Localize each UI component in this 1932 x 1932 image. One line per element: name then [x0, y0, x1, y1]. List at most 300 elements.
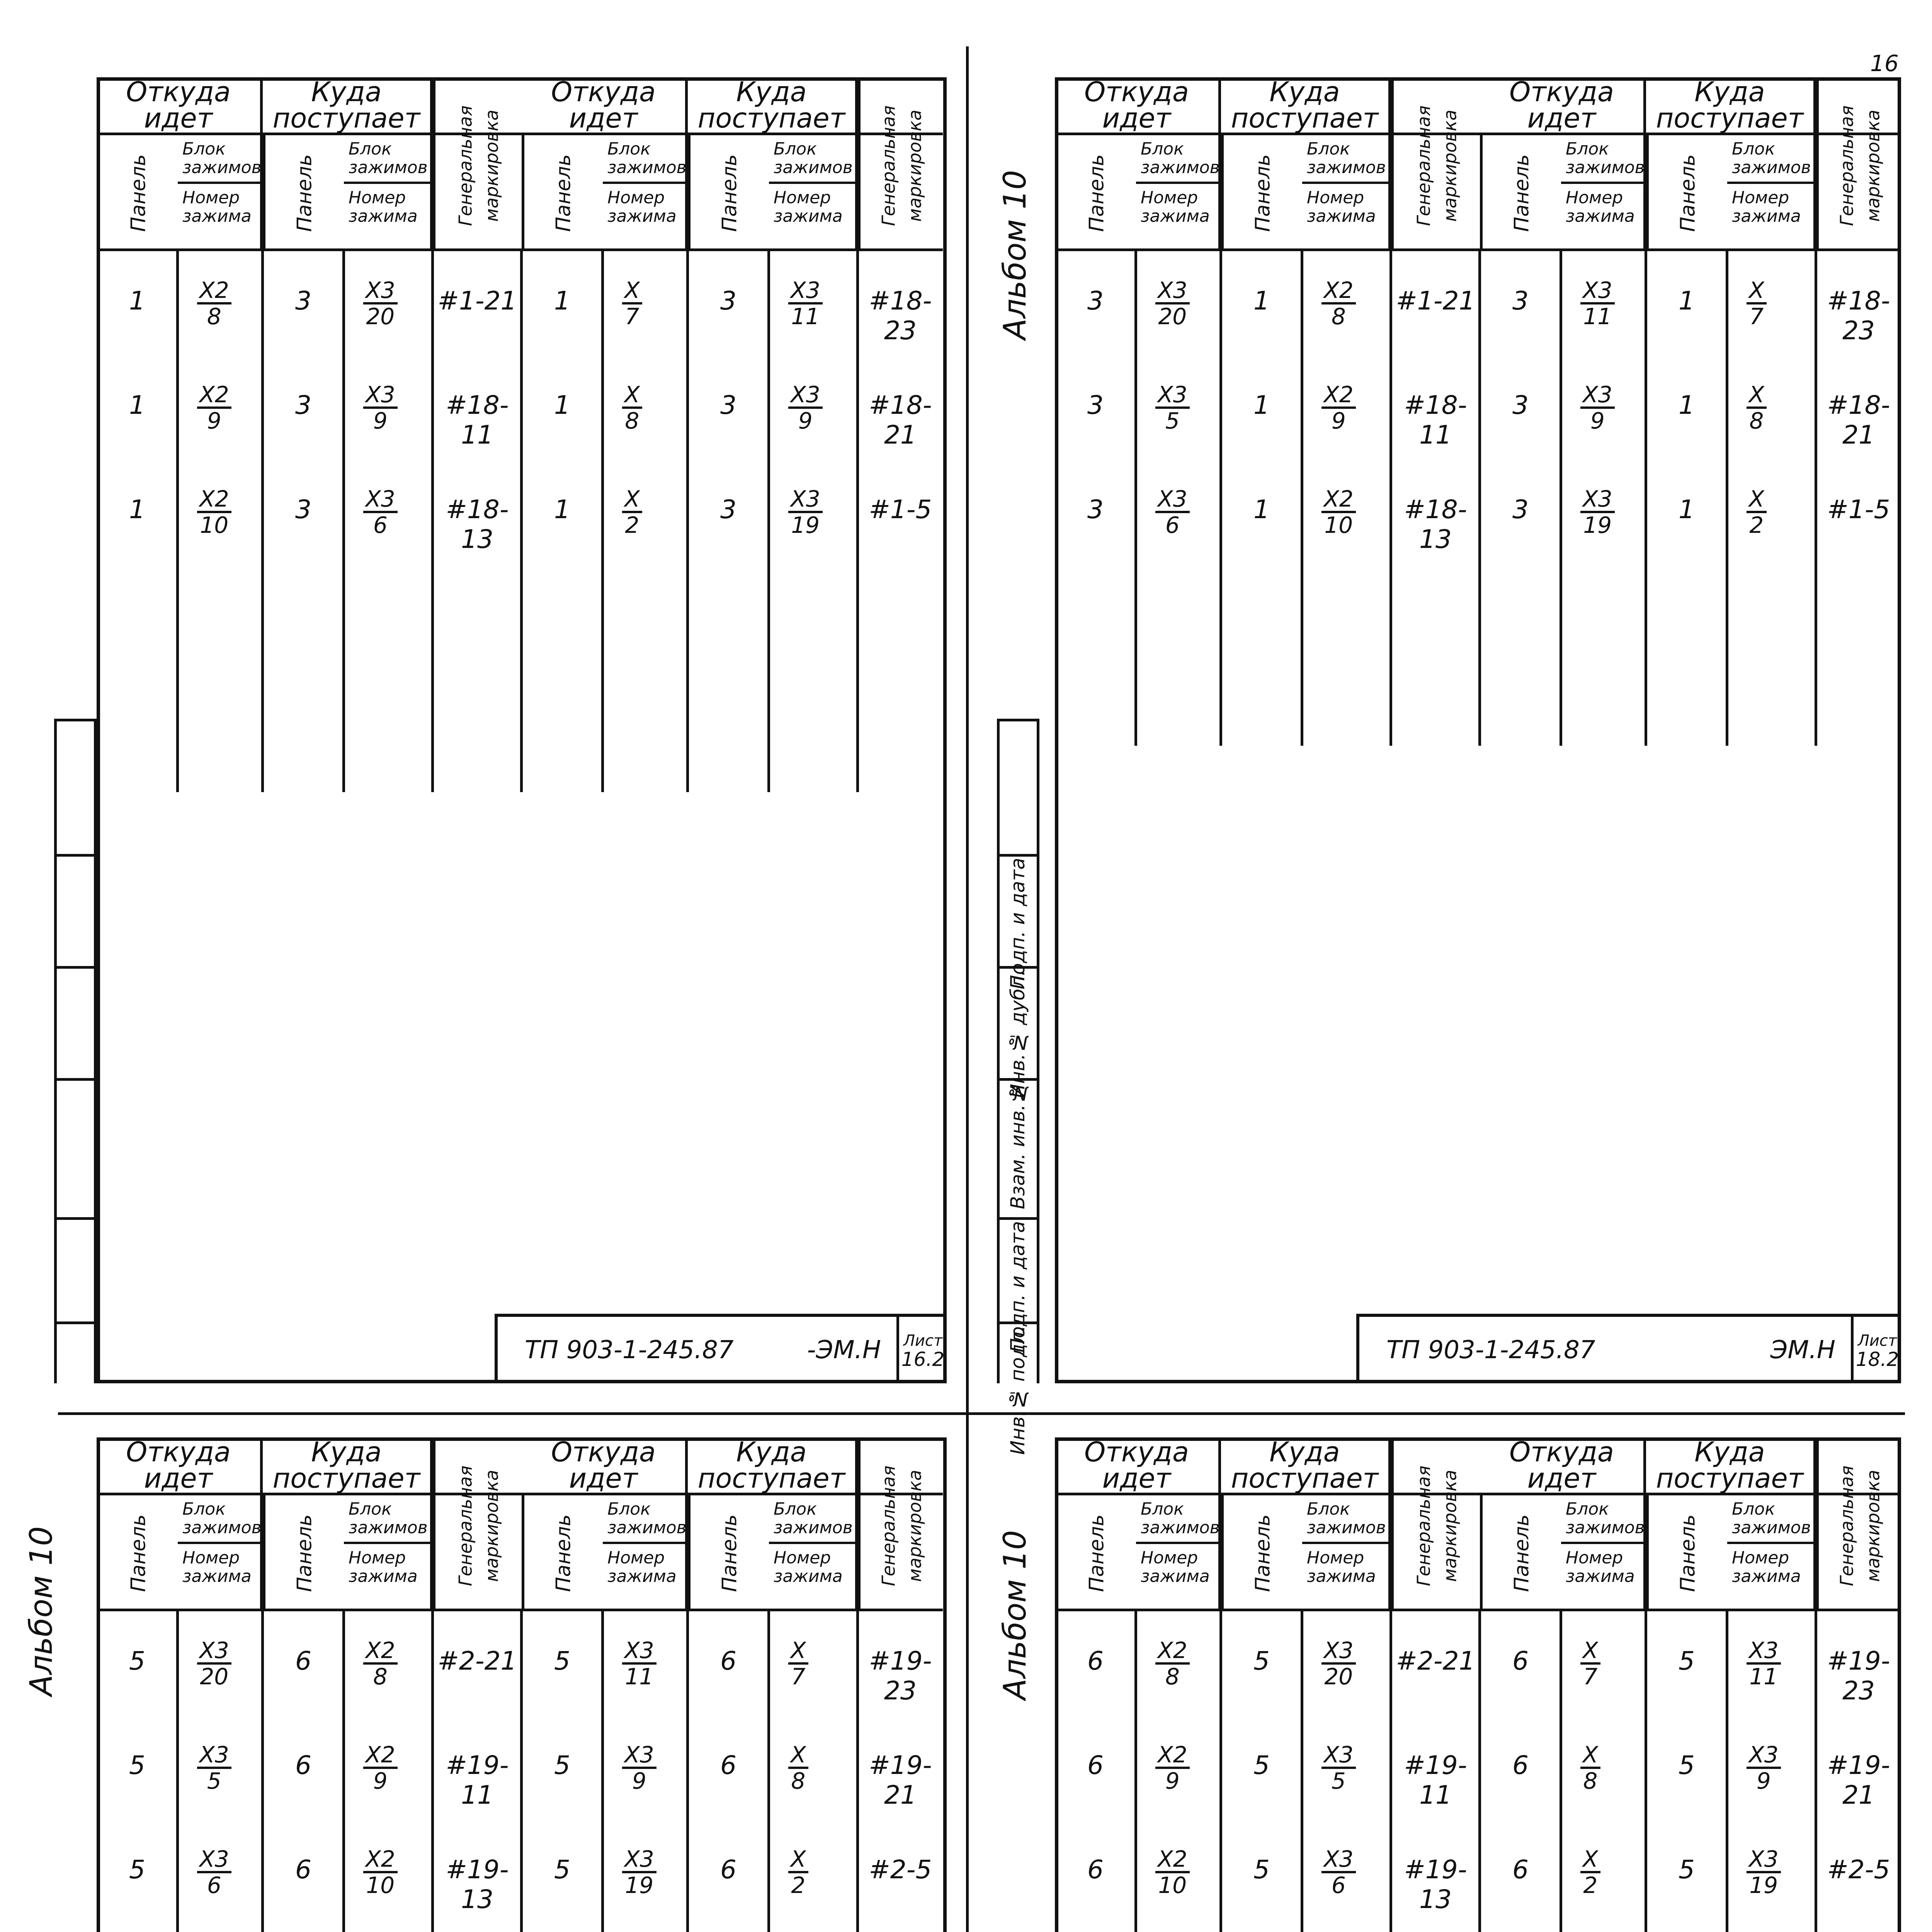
marking-cell: #1-21	[1396, 286, 1475, 316]
strip-divider	[57, 719, 94, 721]
terminal-block: Х3	[622, 1638, 656, 1665]
header-general-marking: Генеральная маркировка	[1391, 1437, 1480, 1611]
header-general-marking: Генеральная маркировка	[433, 77, 522, 251]
terminal-fraction	[622, 278, 642, 328]
terminal-number: 9	[632, 1768, 646, 1794]
terminal-number: 7	[791, 1663, 806, 1690]
terminal-fraction	[622, 383, 642, 433]
header-to: Куда поступает	[1646, 77, 1816, 133]
terminal-block: Х3	[363, 487, 398, 513]
marking-cell: #1-5	[869, 495, 932, 524]
title-block	[1356, 1314, 1901, 1383]
header-block: Блок зажимов Номер зажима	[603, 1495, 688, 1611]
panel-cell: 3	[1512, 495, 1529, 524]
marking-cell: #18-23	[1827, 286, 1890, 345]
terminal-block: Х3	[1155, 278, 1190, 304]
panel-cell: 3	[1512, 390, 1529, 420]
terminal-block: Х	[788, 1847, 808, 1873]
terminal-fraction	[622, 487, 642, 537]
strip-divider	[57, 966, 94, 969]
header-from: Откуда идет	[1480, 1437, 1646, 1493]
terminal-block: Х3	[1747, 1638, 1781, 1665]
marking-cell: #18-11	[1404, 390, 1467, 450]
terminal-number: 8	[791, 1768, 806, 1794]
terminal-block: Х	[1580, 1743, 1600, 1769]
marking-cell: #19-13	[446, 1855, 509, 1914]
header-to: Куда поступает	[688, 77, 858, 133]
terminal-block: Х3	[1747, 1847, 1781, 1873]
header-panel: Панель	[1646, 1495, 1727, 1611]
terminal-fraction	[1155, 383, 1190, 433]
terminal-fraction	[1747, 383, 1767, 433]
marking-cell: #2-21	[1396, 1646, 1475, 1676]
terminal-fraction	[788, 1847, 808, 1897]
terminal-block: Х2	[1155, 1743, 1190, 1769]
terminal-fraction	[363, 1743, 398, 1793]
terminal-fraction	[1580, 487, 1615, 537]
terminal-block: Х	[788, 1638, 808, 1665]
panel-cell: 6	[720, 1750, 736, 1780]
terminal-block: Х	[622, 278, 642, 304]
terminal-fraction	[622, 1743, 656, 1793]
terminal-number: 6	[207, 1872, 221, 1898]
header-panel: Панель	[263, 135, 344, 251]
center-divider	[966, 46, 969, 1932]
terminal-block: Х3	[1321, 1743, 1356, 1769]
terminal-fraction	[788, 278, 823, 328]
terminal-fraction	[363, 1847, 398, 1897]
panel-cell: 1	[129, 495, 145, 524]
terminal-number: 7	[1749, 303, 1764, 330]
terminal-number: 11	[791, 303, 820, 330]
marking-cell: #19-13	[1404, 1855, 1467, 1914]
terminal-number: 11	[1583, 303, 1612, 330]
terminal-block: Х2	[1321, 383, 1356, 409]
header-from: Откуда идет	[522, 77, 688, 133]
marking-cell: #18-23	[869, 286, 932, 345]
terminal-fraction	[1321, 487, 1356, 537]
table-header-columns	[97, 135, 943, 251]
terminal-fraction	[788, 487, 823, 537]
terminal-fraction	[1155, 1638, 1190, 1689]
terminal-number: 9	[798, 408, 813, 434]
panel-cell: 5	[1253, 1855, 1270, 1884]
header-block: Блок зажимов Номер зажима	[1727, 135, 1816, 251]
header-to: Куда поступает	[1646, 1437, 1816, 1493]
terminal-block: Х3	[1321, 1638, 1356, 1665]
strip-label: Инв.№ дубл.	[1007, 970, 1029, 1099]
terminal-block: Х	[788, 1743, 808, 1769]
panel-cell: 5	[129, 1855, 145, 1884]
header-block: Блок зажимов Номер зажима	[1136, 135, 1221, 251]
sheet-label: Лист	[903, 1332, 943, 1350]
terminal-fraction	[1747, 1847, 1781, 1897]
terminal-fraction	[1321, 1847, 1356, 1897]
header-general-marking: Генеральная маркировка	[1816, 1437, 1901, 1611]
terminal-number: 19	[1583, 512, 1612, 538]
header-general-marking: Генеральная маркировка	[858, 1437, 943, 1611]
marking-cell: #19-23	[1827, 1646, 1890, 1706]
doc-code: ТП 903-1-245.87	[1386, 1336, 1595, 1364]
title-block	[495, 1314, 947, 1383]
terminal-block: Х	[1747, 278, 1767, 304]
terminal-fraction	[1747, 1638, 1781, 1689]
terminal-fraction	[363, 278, 398, 328]
header-panel: Панель	[1646, 135, 1727, 251]
terminal-fraction	[1321, 383, 1356, 433]
terminal-number: 9	[1331, 408, 1346, 434]
terminal-number: 5	[1331, 1768, 1346, 1794]
terminal-block: Х2	[363, 1638, 398, 1665]
terminal-fraction	[1747, 487, 1767, 537]
header-general-marking: Генеральная маркировка	[1391, 77, 1480, 251]
panel-cell: 6	[295, 1750, 311, 1780]
header-general-marking: Генеральная маркировка	[858, 77, 943, 251]
panel-cell: 1	[129, 286, 145, 316]
middle-divider	[58, 1412, 1905, 1415]
terminal-block: Х	[1747, 383, 1767, 409]
header-block: Блок зажимов Номер зажима	[1727, 1495, 1816, 1611]
terminal-number: 7	[1583, 1663, 1598, 1690]
terminal-block: Х2	[1155, 1638, 1190, 1665]
panel-cell: 3	[295, 390, 311, 420]
header-block: Блок зажимов Номер зажима	[769, 1495, 858, 1611]
terminal-block: Х2	[197, 487, 231, 513]
doc-suffix: -ЭМ.Н	[807, 1336, 881, 1364]
panel-cell: 3	[295, 286, 311, 316]
doc-code: ТП 903-1-245.87	[525, 1336, 734, 1364]
panel-cell: 1	[1253, 286, 1270, 316]
terminal-fraction	[1321, 1743, 1356, 1793]
header-from: Откуда идет	[97, 77, 263, 133]
terminal-number: 2	[791, 1872, 806, 1898]
terminal-block: Х3	[788, 278, 823, 304]
terminal-number: 8	[373, 1663, 388, 1690]
terminal-fraction	[1747, 278, 1767, 328]
sheet-number: 18.2	[1855, 1348, 1899, 1371]
terminal-block: Х3	[788, 487, 823, 513]
terminal-fraction	[1155, 278, 1190, 328]
doc-suffix: ЭМ.Н	[1770, 1336, 1835, 1364]
panel-cell: 5	[129, 1750, 145, 1780]
panel-cell: 6	[1087, 1855, 1104, 1884]
drawing-sheet	[997, 1436, 1901, 1932]
panel-cell: 3	[1087, 495, 1104, 524]
terminal-fraction	[197, 383, 231, 433]
sheet-number-box	[1851, 1317, 1901, 1383]
header-panel: Панель	[522, 135, 603, 251]
panel-cell: 5	[1679, 1646, 1695, 1676]
marking-cell: #1-21	[437, 286, 517, 316]
album-label: Альбом 10	[23, 1526, 59, 1696]
terminal-fraction	[622, 1847, 656, 1897]
terminal-number: 8	[1331, 303, 1346, 330]
terminal-number: 6	[1331, 1872, 1346, 1898]
marking-cell: #1-5	[1827, 495, 1890, 524]
terminal-number: 8	[207, 303, 221, 330]
marking-cell: #2-5	[869, 1855, 932, 1884]
panel-cell: 1	[1679, 390, 1695, 420]
panel-cell: 1	[554, 286, 570, 316]
terminal-block: Х2	[197, 278, 231, 304]
header-block: Блок зажимов Номер зажима	[1561, 135, 1646, 251]
terminal-number: 8	[1583, 1768, 1598, 1794]
terminal-number: 9	[1165, 1768, 1180, 1794]
terminal-block: Х3	[1155, 487, 1190, 513]
panel-cell: 3	[295, 495, 311, 524]
panel-cell: 5	[1679, 1750, 1695, 1780]
panel-cell: 3	[1087, 286, 1104, 316]
marking-cell: #19-11	[1404, 1750, 1467, 1810]
header-block: Блок зажимов Номер зажима	[1561, 1495, 1646, 1611]
header-from: Откуда идет	[97, 1437, 263, 1493]
marking-cell: #19-21	[869, 1750, 932, 1810]
header-from: Откуда идет	[1480, 77, 1646, 133]
terminal-block: Х	[1747, 487, 1767, 513]
terminal-number: 19	[1749, 1872, 1778, 1898]
header-panel: Панель	[263, 1495, 344, 1611]
marking-cell: #19-23	[869, 1646, 932, 1706]
terminal-block: Х3	[788, 383, 823, 409]
panel-cell: 1	[1679, 495, 1695, 524]
panel-cell: 5	[1679, 1855, 1695, 1884]
terminal-number: 6	[1165, 512, 1180, 538]
terminal-fraction	[197, 1847, 231, 1897]
header-panel: Панель	[1221, 135, 1302, 251]
corner-number: 16	[1870, 50, 1899, 77]
terminal-block: Х2	[1321, 278, 1356, 304]
strip-divider	[1000, 854, 1037, 857]
panel-cell: 3	[720, 286, 736, 316]
drawing-sheet	[23, 1436, 947, 1932]
terminal-block: Х2	[363, 1743, 398, 1769]
header-to: Куда поступает	[688, 1437, 858, 1493]
marking-cell: #2-5	[1827, 1855, 1890, 1884]
header-panel: Панель	[97, 135, 178, 251]
terminal-fraction	[1321, 278, 1356, 328]
panel-cell: 6	[720, 1855, 736, 1884]
header-from: Откуда идет	[1055, 77, 1221, 133]
terminal-number: 5	[1165, 408, 1180, 434]
header-general-marking: Генеральная маркировка	[1816, 77, 1901, 251]
terminal-number: 5	[207, 1768, 221, 1794]
panel-cell: 6	[295, 1646, 311, 1676]
terminal-number: 11	[1749, 1663, 1778, 1690]
header-block: Блок зажимов Номер зажима	[1302, 1495, 1391, 1611]
terminal-number: 9	[207, 408, 221, 434]
header-to: Куда поступает	[263, 1437, 433, 1493]
marking-cell: #2-21	[437, 1646, 517, 1676]
terminal-fraction	[622, 1638, 656, 1689]
terminal-block: Х3	[1321, 1847, 1356, 1873]
terminal-number: 20	[200, 1663, 229, 1690]
marking-cell: #19-21	[1827, 1750, 1890, 1810]
terminal-number: 9	[373, 1768, 388, 1794]
terminal-block: Х3	[1155, 383, 1190, 409]
strip-divider	[57, 1078, 94, 1081]
terminal-block: Х	[622, 487, 642, 513]
marking-cell: #18-13	[1404, 495, 1467, 554]
sheet-number-box	[896, 1317, 947, 1383]
terminal-block: Х2	[363, 1847, 398, 1873]
terminal-number: 10	[366, 1872, 395, 1898]
header-block: Блок зажимов Номер зажима	[1136, 1495, 1221, 1611]
table-header-columns	[1055, 135, 1901, 251]
header-panel: Панель	[688, 1495, 769, 1611]
header-to: Куда поступает	[263, 77, 433, 133]
panel-cell: 3	[1512, 286, 1529, 316]
panel-cell: 5	[554, 1855, 570, 1884]
panel-cell: 1	[554, 495, 570, 524]
terminal-fraction	[788, 1638, 808, 1689]
terminal-number: 10	[1158, 1872, 1187, 1898]
strip-label: Подп. и дата	[1007, 858, 1029, 990]
terminal-fraction	[197, 1743, 231, 1793]
terminal-block: Х2	[1155, 1847, 1190, 1873]
strip-label: Инв.№ подл.	[1007, 1325, 1029, 1455]
panel-cell: 5	[129, 1646, 145, 1676]
terminal-fraction	[197, 1638, 231, 1689]
header-from: Откуда идет	[522, 1437, 688, 1493]
header-to: Куда поступает	[1221, 77, 1391, 133]
panel-cell: 1	[1679, 286, 1695, 316]
terminal-number: 9	[373, 408, 388, 434]
terminal-block: Х3	[622, 1743, 656, 1769]
terminal-fraction	[1747, 1743, 1781, 1793]
strip-label: Подп. и дата	[1007, 1221, 1029, 1353]
terminal-number: 8	[1749, 408, 1764, 434]
terminal-fraction	[1580, 1847, 1600, 1897]
terminal-number: 10	[1324, 512, 1353, 538]
terminal-number: 7	[625, 303, 639, 330]
terminal-number: 19	[791, 512, 820, 538]
marking-cell: #18-21	[869, 390, 932, 450]
sheet-label: Лист	[1857, 1332, 1897, 1350]
strip-divider	[1000, 719, 1037, 721]
header-from: Откуда идет	[1055, 1437, 1221, 1493]
terminal-number: 19	[625, 1872, 654, 1898]
terminal-fraction	[1155, 487, 1190, 537]
terminal-fraction	[1155, 1847, 1190, 1897]
terminal-block: Х	[622, 383, 642, 409]
panel-cell: 1	[1253, 390, 1270, 420]
terminal-number: 20	[366, 303, 395, 330]
panel-cell: 6	[1512, 1750, 1529, 1780]
terminal-number: 6	[373, 512, 388, 538]
terminal-block: Х	[1580, 1847, 1600, 1873]
strip-divider	[57, 854, 94, 857]
header-block: Блок зажимов Номер зажима	[344, 1495, 433, 1611]
strip-divider	[1000, 1217, 1037, 1220]
terminal-number: 10	[200, 512, 229, 538]
header-block: Блок зажимов Номер зажима	[178, 135, 263, 251]
terminal-block: Х2	[197, 383, 231, 409]
terminal-block: Х2	[1321, 487, 1356, 513]
header-block: Блок зажимов Номер зажима	[769, 135, 858, 251]
header-panel: Панель	[1480, 1495, 1561, 1611]
terminal-number: 8	[625, 408, 639, 434]
panel-cell: 6	[1087, 1646, 1104, 1676]
header-panel: Панель	[1055, 1495, 1136, 1611]
terminal-number: 20	[1158, 303, 1187, 330]
terminal-fraction	[363, 487, 398, 537]
panel-cell: 5	[554, 1646, 570, 1676]
terminal-fraction	[197, 278, 231, 328]
terminal-fraction	[1155, 1743, 1190, 1793]
panel-cell: 5	[1253, 1646, 1270, 1676]
marking-cell: #18-21	[1827, 390, 1890, 450]
header-block: Блок зажимов Номер зажима	[603, 135, 688, 251]
marking-cell: #19-11	[446, 1750, 509, 1810]
terminal-block: Х3	[1580, 383, 1615, 409]
terminal-block: Х3	[1747, 1743, 1781, 1769]
panel-cell: 6	[1512, 1646, 1529, 1676]
header-panel: Панель	[522, 1495, 603, 1611]
header-block: Блок зажимов Номер зажима	[178, 1495, 263, 1611]
terminal-number: 9	[1756, 1768, 1771, 1794]
panel-cell: 6	[295, 1855, 311, 1884]
terminal-block: Х3	[363, 383, 398, 409]
header-panel: Панель	[1221, 1495, 1302, 1611]
strip-divider	[57, 1321, 94, 1324]
header-block: Блок зажимов Номер зажима	[1302, 135, 1391, 251]
header-to: Куда поступает	[1221, 1437, 1391, 1493]
terminal-fraction	[1580, 1743, 1600, 1793]
strip-divider	[57, 1217, 94, 1220]
marking-cell: #18-11	[446, 390, 509, 450]
panel-cell: 5	[554, 1750, 570, 1780]
drawing-sheet	[997, 76, 1901, 1455]
terminal-fraction	[363, 1638, 398, 1689]
header-block: Блок зажимов Номер зажима	[344, 135, 433, 251]
terminal-block: Х3	[363, 278, 398, 304]
terminal-number: 2	[1583, 1872, 1598, 1898]
header-panel: Панель	[688, 135, 769, 251]
terminal-number: 11	[625, 1663, 654, 1690]
terminal-block: Х3	[1580, 278, 1615, 304]
table-header-columns	[97, 1495, 943, 1611]
terminal-block: Х3	[1580, 487, 1615, 513]
terminal-block: Х3	[622, 1847, 656, 1873]
panel-cell: 6	[1087, 1750, 1104, 1780]
header-panel: Панель	[97, 1495, 178, 1611]
panel-cell: 3	[720, 390, 736, 420]
terminal-fraction	[788, 1743, 808, 1793]
terminal-fraction	[1580, 383, 1615, 433]
panel-cell: 5	[1253, 1750, 1270, 1780]
panel-cell: 1	[554, 390, 570, 420]
terminal-fraction	[1321, 1638, 1356, 1689]
panel-cell: 3	[1087, 390, 1104, 420]
terminal-block: Х	[1580, 1638, 1600, 1665]
terminal-block: Х3	[197, 1847, 231, 1873]
terminal-fraction	[363, 383, 398, 433]
terminal-fraction	[1580, 1638, 1600, 1689]
panel-cell: 6	[1512, 1855, 1529, 1884]
panel-cell: 6	[720, 1646, 736, 1676]
terminal-number: 20	[1324, 1663, 1353, 1690]
header-panel: Панель	[1480, 135, 1561, 251]
panel-cell: 1	[129, 390, 145, 420]
panel-cell: 3	[720, 495, 736, 524]
header-general-marking: Генеральная маркировка	[433, 1437, 522, 1611]
terminal-fraction	[788, 383, 823, 433]
marking-cell: #18-13	[446, 495, 509, 554]
strip-label: Взам. инв.№	[1007, 1082, 1029, 1209]
terminal-number: 8	[1165, 1663, 1180, 1690]
header-panel: Панель	[1055, 135, 1136, 251]
album-label: Альбом 10	[997, 1530, 1033, 1700]
